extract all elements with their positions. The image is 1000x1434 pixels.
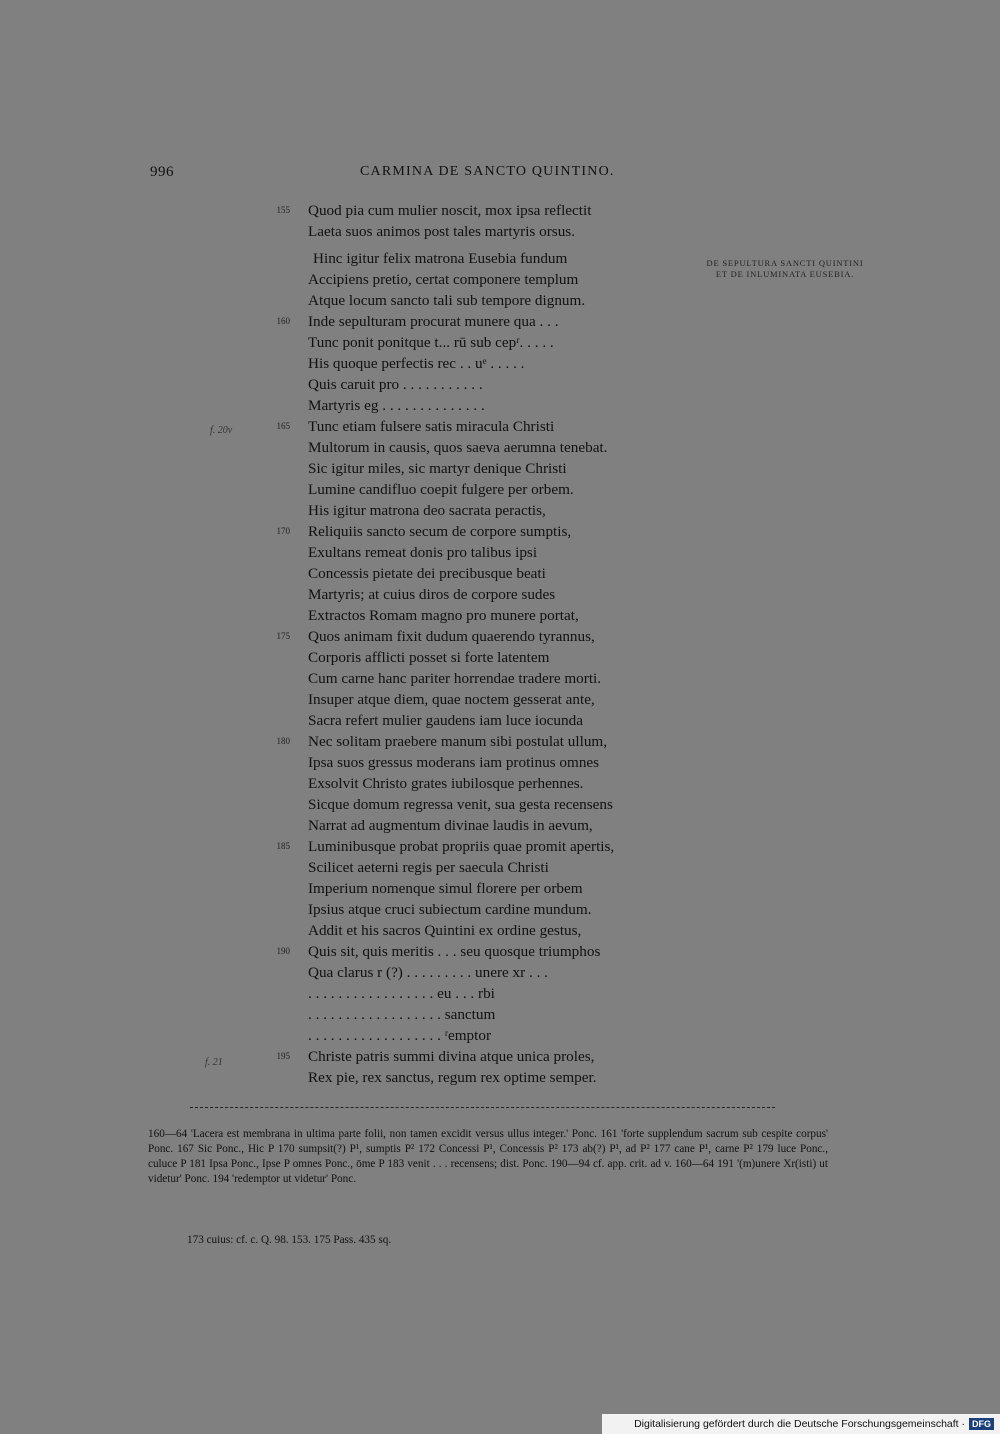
verse-line	[308, 353, 524, 374]
verse-line	[308, 794, 613, 815]
verse-text: Hinc igitur felix matrona Eusebia fundum	[313, 250, 568, 267]
verse-text: Cum carne hanc pariter horrendae tradere morti.	[308, 670, 602, 687]
fontes-note: 173 cuius: cf. c. Q. 98. 153. 175 Pass. 435 sq.	[187, 1234, 392, 1246]
margin-note: DE SEPULTURA SANCTI QUINTINI ET DE INLUMINATA EUSEBIA.	[706, 258, 864, 279]
verse-line	[308, 584, 555, 605]
verse-line	[308, 221, 575, 242]
verse-text: Rex pie, rex sanctus, regum rex optime semper.	[308, 1069, 597, 1086]
verse-text: Insuper atque diem, quae noctem gesserat ante,	[308, 691, 595, 708]
verse-line	[276, 200, 592, 221]
verse-line	[308, 857, 549, 878]
verse-text: Tunc etiam fulsere satis miracula Christi	[308, 418, 555, 435]
verse-text: Nec solitam praebere manum sibi postulat ullum,	[308, 733, 608, 750]
folio-mark-2: f. 21	[205, 1057, 223, 1068]
verse-line	[308, 689, 595, 710]
verse-line	[308, 815, 593, 836]
verse-text: Scilicet aeterni regis per saecula Christi	[308, 859, 549, 876]
verse-text: . . . . . . . . . . . . . . . . . eu . . . rbi	[308, 985, 495, 1002]
verse-line	[308, 500, 546, 521]
verse-line	[308, 773, 583, 794]
verse-text: Quod pia cum mulier noscit, mox ipsa reflectit	[308, 202, 592, 219]
running-head: CARMINA DE SANCTO QUINTINO.	[360, 164, 615, 179]
verse-text: Tunc ponit ponitque t... rū sub cepʳ. . . . .	[308, 334, 554, 351]
credit-text: Digitalisierung gefördert durch die Deutsche Forschungsgemeinschaft ·	[634, 1418, 965, 1430]
verse-text: Ipsa suos gressus moderans iam protinus omnes	[308, 754, 600, 771]
verse-line	[276, 521, 572, 542]
line-number: 160	[276, 316, 290, 326]
verse-text: Reliquiis sancto secum de corpore sumptis,	[308, 523, 572, 540]
verse-text: Sic igitur miles, sic martyr denique Christi	[308, 460, 567, 477]
verse-text: Concessis pietate dei precibusque beati	[308, 565, 546, 582]
verse-text: Accipiens pretio, certat componere templum	[308, 271, 579, 288]
verse-line	[308, 605, 579, 626]
verse-line	[308, 395, 485, 416]
verse-line	[308, 563, 546, 584]
verse-text: Narrat ad augmentum divinae laudis in aevum,	[308, 817, 593, 834]
credit-bar	[602, 1414, 1000, 1434]
verse-line	[308, 479, 574, 500]
page-number: 996	[150, 164, 174, 180]
line-number: 180	[276, 736, 290, 746]
verse-text: Imperium nomenque simul florere per orbem	[308, 880, 583, 897]
verse-line	[276, 836, 615, 857]
verse-line	[308, 1025, 491, 1046]
verse-line	[308, 542, 537, 563]
verse-line	[308, 920, 581, 941]
verse-text: Inde sepulturam procurat munere qua . . .	[308, 313, 559, 330]
critical-apparatus: 160—64 'Lacera est membrana in ultima parte folii, non tamen excidit versus ullus integer.' Ponc. 161 'forte supplendum sacrum sub cespite corpus' Ponc. 167 Sic Ponc., Hic P 170 sumpsit(?) P¹, sumptis P² 172 Concessi P¹, Concessis P² 173 ab(?) P¹, ad P² 177 cane P¹, carne P² 179 luce Ponc., culuce P 181 Ipsa Ponc., Ipse P omnes Ponc., ōme P 183 venit . . . recensens; dist. Ponc. 190—94 cf. app. crit. ad v. 160—64 191 '(m)unere Xr(isti) ut videtur' Ponc. 194 'redemptor ut videtur' Ponc.	[148, 1128, 828, 1185]
verse-text: Martyris eg . . . . . . . . . . . . . .	[308, 397, 485, 414]
verse-line	[276, 416, 555, 437]
verse-text: Christe patris summi divina atque unica proles,	[308, 1048, 595, 1065]
line-number: 155	[276, 205, 290, 215]
verse-text: Quis caruit pro . . . . . . . . . . .	[308, 376, 483, 393]
verse-line	[276, 941, 601, 962]
line-number: 185	[276, 841, 290, 851]
verse-line	[308, 962, 548, 983]
verse-line	[308, 752, 599, 773]
verse-line	[308, 1067, 596, 1088]
verse-text: Exsolvit Christo grates iubilosque perhennes.	[308, 775, 584, 792]
footnotes	[148, 1127, 828, 1187]
line-number: 165	[276, 421, 290, 431]
verse-line	[276, 1046, 595, 1067]
verse-text: Extractos Romam magno pro munere portat,	[308, 607, 579, 624]
verse-line	[313, 248, 567, 269]
verse-line	[308, 647, 549, 668]
verse-text: Ipsius atque cruci subiectum cardine mundum.	[308, 901, 592, 918]
verse-line	[308, 332, 554, 353]
verse-text: Sacra refert mulier gaudens iam luce iocunda	[308, 712, 583, 729]
verse-line	[308, 1004, 495, 1025]
verse-line	[276, 626, 595, 647]
verse-text: . . . . . . . . . . . . . . . . . . sanctum	[308, 1006, 496, 1023]
verse-line	[308, 269, 578, 290]
verse-text: Laeta suos animos post tales martyris orsus.	[308, 223, 576, 240]
verse-text: Lumine candifluo coepit fulgere per orbem.	[308, 481, 574, 498]
verse-line	[308, 374, 483, 395]
line-number: 175	[276, 631, 290, 641]
verse-text: Corporis afflicti posset si forte latentem	[308, 649, 550, 666]
footnote-rule	[190, 1107, 775, 1108]
verse-line	[276, 311, 559, 332]
verse-line	[308, 983, 495, 1004]
verse-line	[308, 899, 591, 920]
folio-mark-1: f. 20v	[210, 425, 233, 436]
verse-line	[308, 290, 585, 311]
verse-text: Addit et his sacros Quintini ex ordine gestus,	[308, 922, 582, 939]
verse-text: Martyris; at cuius diros de corpore sudes	[308, 586, 556, 603]
verse-line	[276, 731, 608, 752]
verse-text: Qua clarus r (?) . . . . . . . . . unere xr . . .	[308, 964, 548, 981]
verse-text: Multorum in causis, quos saeva aerumna tenebat.	[308, 439, 608, 456]
verse-text: His quoque perfectis rec . . uᵉ . . . . .	[308, 355, 525, 372]
verse-text: Quis sit, quis meritis . . . seu quosque triumphos	[308, 943, 601, 960]
dfg-logo: DFG	[969, 1418, 994, 1430]
verse-line	[308, 710, 583, 731]
verse-line	[308, 458, 567, 479]
line-number: 195	[276, 1051, 290, 1061]
verse-text: Quos animam fixit dudum quaerendo tyrannus,	[308, 628, 595, 645]
verse-line	[308, 437, 607, 458]
verse-text: Exultans remeat donis pro talibus ipsi	[308, 544, 538, 561]
verse-line	[308, 878, 583, 899]
line-number: 170	[276, 526, 290, 536]
verse-line	[308, 668, 601, 689]
verse-text: Luminibusque probat propriis quae promit apertis,	[308, 838, 615, 855]
verse-text: Atque locum sancto tali sub tempore dignum.	[308, 292, 586, 309]
verse-text: Sicque domum regressa venit, sua gesta recensens	[308, 796, 613, 813]
verse-text: His igitur matrona deo sacrata peractis,	[308, 502, 546, 519]
line-number: 190	[276, 946, 290, 956]
verse-text: . . . . . . . . . . . . . . . . . . ʳemptor	[308, 1027, 492, 1044]
